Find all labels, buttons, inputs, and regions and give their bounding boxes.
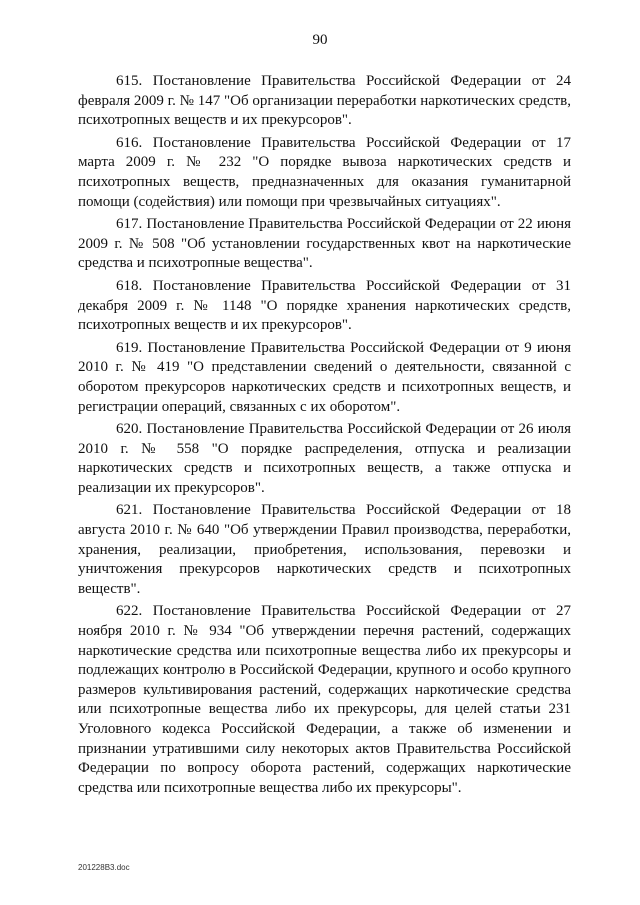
list-item-text: 618. Постановление Правительства Российской Федерации от 31 декабря 2009 г. № 1148 "О порядке хранения наркотических средств, психотропных веществ и их прекурсоров". (78, 277, 571, 334)
list-item-text: 621. Постановление Правительства Российской Федерации от 18 августа 2010 г. № 640 "Об утверждении Правил производства, переработки, хранения, реализации, приобретения, использования, перевозки и уничтожения прекурсоров наркотических средств и психотропных веществ". (78, 502, 571, 597)
list-item-text: 616. Постановление Правительства Российской Федерации от 17 марта 2009 г. № 232 "О порядке вывоза наркотических средств и психотропных веществ, предназначенных для оказания гуманитарной помощи (содействия) или помощи при чрезвычайных ситуациях". (78, 134, 571, 210)
list-item-text: 620. Постановление Правительства Российской Федерации от 26 июля 2010 г. № 558 "О порядке распределения, отпуска и реализации наркотических средств и психотропных веществ, а также отпуска и реализации их прекурсоров". (78, 421, 571, 496)
list-item-text: 619. Постановление Правительства Российской Федерации от 9 июня 2010 г. № 419 "О представлении сведений о деятельности, связанной с оборотом прекурсоров наркотических средств и психотропных веществ, и регистрации операций, связанных с их оборотом". (78, 339, 571, 415)
page-number: 90 (312, 32, 328, 48)
list-item-617 (78, 215, 571, 274)
list-item-620 (78, 420, 571, 498)
list-item-text: 622. Постановление Правительства Российской Федерации от 27 ноября 2010 г. № 934 "Об утверждении перечня растений, содержащих наркотические средства или психотропные вещества либо их прекурсоры и подлежащих контролю в Российской Федерации, крупного и особо крупного размеров культивирования растений, содержащих наркотические средства или психотропные вещества либо их прекурсоры, для целей статьи 231 Уголовного кодекса Российской Федерации, а также об изменении и признании утратившими силу некоторых актов Правительства Российской Федерации по вопросу оборота растений, содержащих наркотические средства или психотропные вещества либо их прекурсоры". (78, 603, 571, 796)
file-name-footer: 201228B3.doc (78, 863, 130, 872)
list-item-622 (78, 602, 571, 798)
list-item-text: 615. Постановление Правительства Российской Федерации от 24 февраля 2009 г. № 147 "Об организации переработки наркотических средств, психотропных веществ и их прекурсоров". (78, 73, 571, 129)
list-item-text: 617. Постановление Правительства Российской Федерации от 22 июня 2009 г. № 508 "Об установлении государственных квот на наркотические средства и психотропные вещества". (78, 216, 571, 272)
list-item-616 (78, 134, 571, 212)
list-item-621 (78, 501, 571, 599)
list-item-618 (78, 277, 571, 336)
document-body (78, 72, 571, 798)
list-item-615 (78, 72, 571, 131)
list-item-619 (78, 339, 571, 417)
